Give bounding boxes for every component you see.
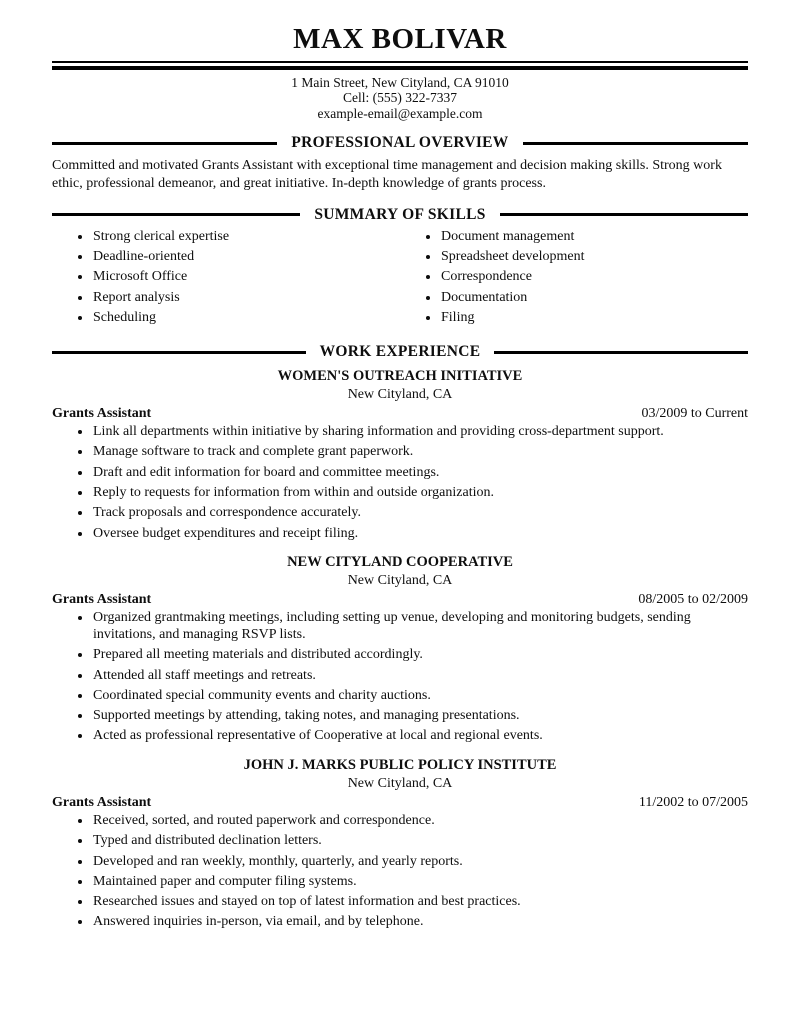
skill-item: • Document management	[440, 229, 748, 246]
skill-item: • Report analysis	[92, 290, 400, 307]
contact-block	[52, 75, 748, 121]
job-company: NEW CITYLAND COOPERATIVE	[287, 554, 513, 571]
skills-column-right	[400, 229, 748, 330]
job-location: New Cityland, CA	[347, 386, 453, 402]
job-bullet: • Track proposals and correspondence accurately.	[92, 505, 748, 522]
skills-column-left	[52, 229, 400, 330]
job-role: Grants Assistant	[52, 592, 152, 608]
job-bullet: • Prepared all meeting materials and distributed accordingly.	[92, 647, 748, 664]
skill-item: • Correspondence	[440, 269, 748, 286]
job-role-row	[52, 592, 748, 608]
skill-item: • Strong clerical expertise	[92, 229, 400, 246]
skill-item: • Spreadsheet development	[440, 249, 748, 266]
section-title: PROFESSIONAL OVERVIEW	[291, 134, 509, 152]
skill-item: • Scheduling	[92, 310, 400, 327]
overview-paragraph: Committed and motivated Grants Assistant with exceptional time management and decision making skills. Strong work ethic, professional demeanor, and great initiative. In-depth knowledge of grants process.	[52, 158, 722, 191]
contact-email: example-email@example.com	[317, 105, 483, 121]
job-bullet: • Organized grantmaking meetings, including setting up venue, developing and monitoring budgets, sending invitations, and managing RSVP lists.	[92, 610, 748, 644]
job-entry	[52, 757, 748, 931]
section-header-summary-of-skills	[52, 206, 748, 224]
contact-address: 1 Main Street, New Cityland, CA 91010	[291, 74, 509, 90]
job-dates: 11/2002 to 07/2005	[638, 794, 748, 810]
job-location: New Cityland, CA	[347, 775, 453, 791]
section-rule-left	[52, 142, 277, 145]
job-bullet: • Supported meetings by attending, taking notes, and managing presentations.	[92, 708, 748, 725]
contact-phone: Cell: (555) 322-7337	[343, 90, 457, 106]
skill-item: • Microsoft Office	[92, 269, 400, 286]
job-company: JOHN J. MARKS PUBLIC POLICY INSTITUTE	[243, 757, 557, 774]
job-bullet: • Typed and distributed declination letters.	[92, 833, 748, 850]
section-rule-left	[52, 213, 300, 216]
job-bullet: • Received, sorted, and routed paperwork and correspondence.	[92, 813, 748, 830]
job-role-row	[52, 406, 748, 422]
header-divider	[52, 61, 748, 70]
candidate-name: MAX BOLIVAR	[293, 23, 507, 55]
job-dates: 08/2005 to 02/2009	[638, 592, 748, 608]
job-bullet: • Maintained paper and computer filing systems.	[92, 874, 748, 891]
job-bullet: • Developed and ran weekly, monthly, quarterly, and yearly reports.	[92, 854, 748, 871]
job-location: New Cityland, CA	[347, 573, 453, 589]
job-bullet: • Researched issues and stayed on top of latest information and best practices.	[92, 894, 748, 911]
job-bullet: • Coordinated special community events and charity auctions.	[92, 688, 748, 705]
job-bullet: • Manage software to track and complete grant paperwork.	[92, 444, 748, 461]
skills-columns	[52, 229, 748, 330]
section-title: WORK EXPERIENCE	[319, 343, 481, 361]
section-title: SUMMARY OF SKILLS	[314, 205, 486, 223]
job-entry	[52, 368, 748, 542]
section-rule-right	[523, 142, 748, 145]
job-role: Grants Assistant	[52, 406, 152, 422]
section-rule-left	[52, 351, 306, 354]
skill-item: • Deadline-oriented	[92, 249, 400, 266]
section-header-work-experience	[52, 343, 748, 361]
job-role-row	[52, 795, 748, 811]
section-header-professional-overview	[52, 134, 748, 152]
job-bullet: • Acted as professional representative of Cooperative at local and regional events.	[92, 728, 748, 745]
job-bullet: • Attended all staff meetings and retreats.	[92, 668, 748, 685]
job-bullet: • Link all departments within initiative by sharing information and providing cross-department support.	[92, 424, 748, 441]
job-bullet: • Answered inquiries in-person, via email, and by telephone.	[92, 914, 748, 931]
skill-item: • Filing	[440, 310, 748, 327]
skill-item: • Documentation	[440, 290, 748, 307]
job-bullet: • Oversee budget expenditures and receipt filing.	[92, 526, 748, 543]
job-role: Grants Assistant	[52, 794, 152, 810]
job-dates: 03/2009 to Current	[641, 406, 748, 422]
job-entry	[52, 554, 748, 745]
job-bullet: • Reply to requests for information from within and outside organization.	[92, 485, 748, 502]
section-rule-right	[494, 351, 748, 354]
job-bullet: • Draft and edit information for board and committee meetings.	[92, 465, 748, 482]
job-company: WOMEN'S OUTREACH INITIATIVE	[277, 368, 523, 385]
section-rule-right	[500, 213, 748, 216]
